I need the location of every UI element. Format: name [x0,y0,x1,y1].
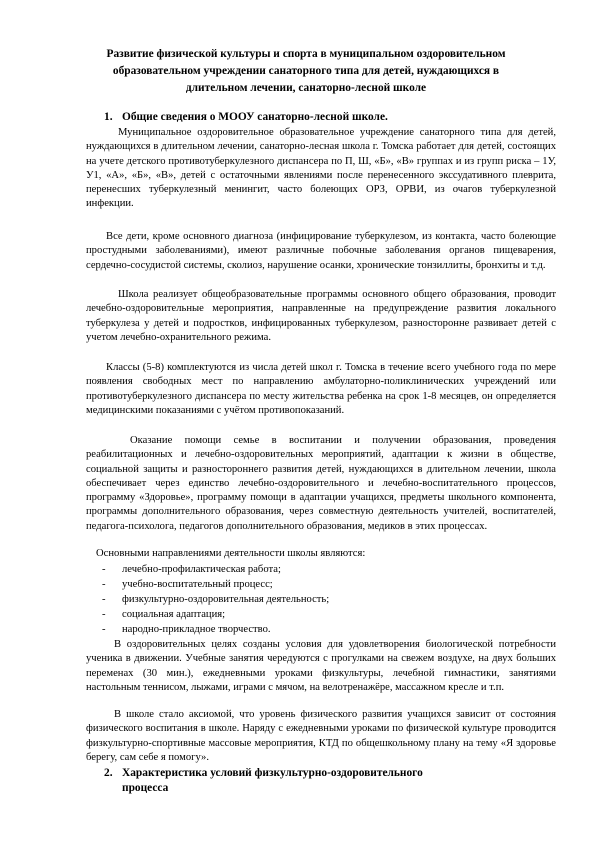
list-item [102,607,542,622]
list-dash: - [102,579,106,590]
list-item-text: народно-прикладное творчество. [122,624,271,635]
paragraph-family-help: Оказание помощи семье в воспитании и получении образования, проведения реабилитационных и лечебно-оздоровительных мероприятий, адаптации к жизни в обществе, социальной защиты и разностороннего развития детей, нуждающихся в длительном лечении, школа обеспечивает через единство лечебно-оздоровительного и лечебно-воспитательного процессов, программу «Здоровье», программу помощи в адаптации учащихся, предметы школьного компонента, программы дополнительного образования, через совместную деятельность учителей, воспитателей, педагога-психолога, педагогов дополнительного образования, медиков в этих процессах. [86,435,556,532]
paragraph-movement: В оздоровительных целях созданы условия для удовлетворения биологической потребности ученика в движении. Учебные занятия чередуются с прогулками на свежем воздухе, на двух больших переменах (30 мин.), ежедневными уроками физкультуры, лечебной гимнастики, занятиями настольным теннисом, лыжами, играми с мячом, на велотренажёре, массажном кресле и т.п. [86,639,556,693]
list-item [102,562,542,577]
paragraph-diagnoses: Все дети, кроме основного диагноза (инфицирование туберкулезом, из контакта, часто болеющие простудными заболеваниями), имеют различные побочные заболевания органов пищеварения, сердечно-сосудистой системы, сколиоз, нарушение осанки, хронические тонзиллиты, бронхиты и т.д. [86,231,556,271]
list-dash: - [102,564,106,575]
paragraph-programs: Школа реализует общеобразовательные программы основного общего образования, проводит лечебно-оздоровительные мероприятия, направленные на предупреждение развития локального туберкулеза у детей и подростков, инфицированных туберкулезом, разносторонне развивает детей с учетом лечебно-охранительного режима. [86,289,556,343]
directions-list [102,562,542,637]
paragraph-physical-education: В школе стало аксиомой, что уровень физического развития учащихся зависит от состояния физического воспитания в школе. Наряду с ежедневными уроками по физической культуре проводится физкультурно-спортивные массовые мероприятия, КТД по общешкольному плану на тему «Я здоровье берегу, сам себе я помогу». [86,709,556,763]
paragraph-directions-intro: Основными направлениями деятельности школы являются: [96,548,366,559]
section-2-heading: Характеристика условий физкультурно-оздоровительного процесса [122,767,423,794]
list-item [102,622,542,637]
list-item [102,577,542,592]
list-item-text: физкультурно-оздоровительная деятельность; [122,594,330,605]
list-item-text: социальная адаптация; [122,609,226,620]
paragraph-classes: Классы (5-8) комплектуются из числа детей школ г. Томска в течение всего учебного года по мере появления свободных мест по направлению амбулаторно-поликлинических учреждений или противотуберкулезного диспансера по месту жительства ребенка на срок 1-8 месяцев, он определяется медицинскими показаниями с учётом противопоказаний. [86,362,556,416]
document-title: Развитие физической культуры и спорта в муниципальном оздоровительном образовательном учреждении санаторного типа для детей, нуждающихся в длительном лечении, санаторно-лесной школе [106,48,506,94]
list-dash: - [102,609,106,620]
section-1-number: 1. [104,111,113,123]
section-1-heading: Общие сведения о МООУ санаторно-лесной школе. [122,111,388,123]
list-dash: - [102,624,106,635]
list-item-text: учебно-воспитательный процесс; [122,579,273,590]
list-item-text: лечебно-профилактическая работа; [122,564,281,575]
section-2-number: 2. [104,767,113,779]
list-item [102,592,542,607]
list-dash: - [102,594,106,605]
paragraph-general-info: Муниципальное оздоровительное образовательное учреждение санаторного типа для детей, нуждающихся в длительном лечении, санаторно-лесная школа г. Томска работает для детей, состоящих на учете детского противотуберкулезного диспансера по П, Ш, «Б», «В» группах и из групп риска – 1У, У1, «А», «Б», «В», детей с остаточными явлениями после перенесенного экссудативного плеврита, перенесших туберкулезный менингит, часто болеющих ОРЗ, ОРВИ, из очагов туберкулезной инфекции. [86,127,556,210]
